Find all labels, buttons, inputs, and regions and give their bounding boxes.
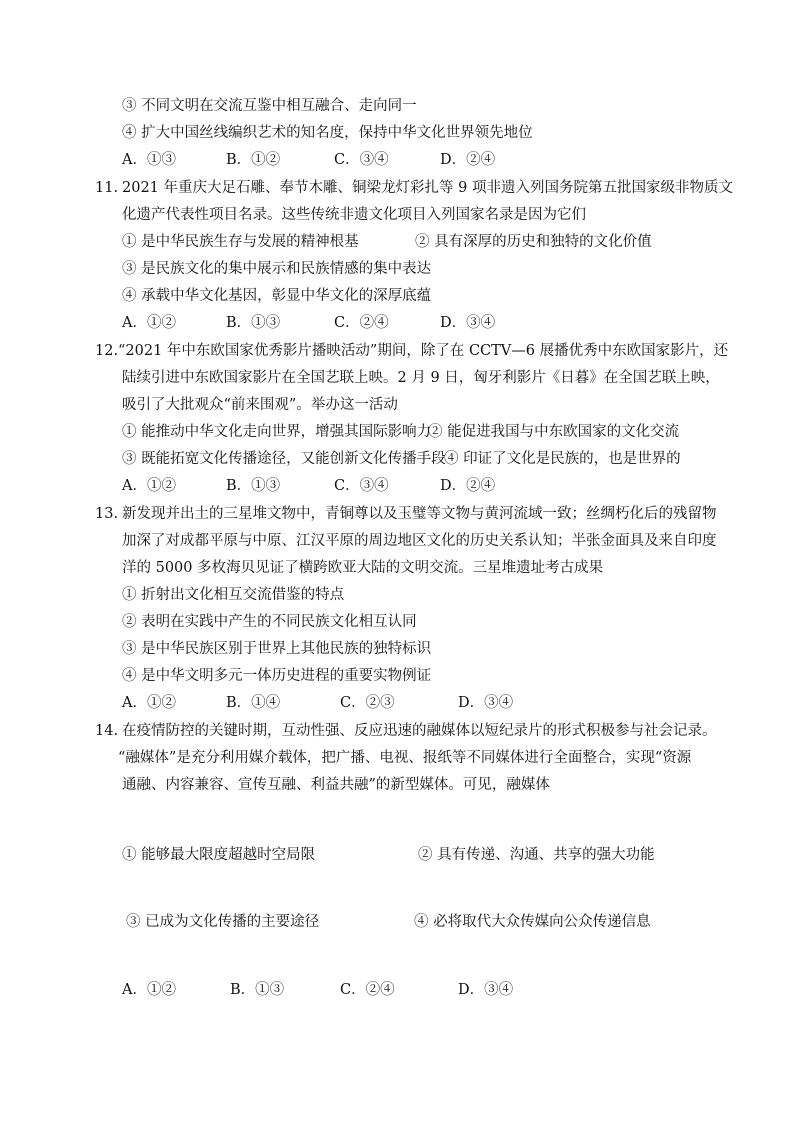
q10-choice-c: C．③④ xyxy=(334,152,389,168)
q13-stem-line-2: 加深了对成都平原与中原、江汉平原的周边地区文化的历史关系认知；半张金面具及来自印度 xyxy=(122,533,717,549)
q10-choice-b: B．①② xyxy=(226,152,281,168)
q13-statement-2: ② 表明在实践中产生的不同民族文化相互认同 xyxy=(122,614,417,630)
q13-stem-line-3: 洋的 5000 多枚海贝见证了横跨欧亚大陆的文明交流。三星堆遗址考古成果 xyxy=(122,560,604,576)
q14-number: 14. xyxy=(95,723,119,739)
q10-choice-d: D．②④ xyxy=(440,152,496,168)
q12-choice-b: B．①③ xyxy=(226,478,281,494)
q14-statement-2: ② 具有传递、沟通、共享的强大功能 xyxy=(418,847,655,863)
q12-stem-line-2: 陆续引进中东欧国家影片在全国艺联上映。2 月 9 日，匈牙利影片《日暮》在全国艺联上映， xyxy=(122,370,720,386)
q14-stem-line-3: 通融、内容兼容、宣传互融、利益共融”的新型媒体。可见，融媒体 xyxy=(122,777,550,793)
q13-choice-b: B．①④ xyxy=(226,695,281,711)
q12-choice-d: D．②④ xyxy=(440,478,496,494)
q13-choice-d: D．③④ xyxy=(458,695,514,711)
q11-statement-1: ① 是中华民族生存与发展的精神根基 xyxy=(122,234,359,250)
q13-statement-1: ① 折射出文化相互交流借鉴的特点 xyxy=(122,587,345,603)
q12-stem-line-3: 吸引了大批观众“前来围观”。举办这一活动 xyxy=(122,397,398,413)
q14-statement-4: ④ 必将取代大众传媒向公众传递信息 xyxy=(414,914,651,930)
q14-choice-c: C．②④ xyxy=(340,982,395,998)
q12-choice-c: C．③④ xyxy=(334,478,389,494)
q14-choice-a: A．①② xyxy=(122,982,176,998)
q14-choice-d: D．③④ xyxy=(458,982,514,998)
q12-statement-2: ② 能促进我国与中东欧国家的文化交流 xyxy=(428,424,680,440)
q13-statement-3: ③ 是中华民族区别于世界上其他民族的独特标识 xyxy=(122,641,432,657)
q13-choice-a: A．①② xyxy=(122,695,176,711)
q11-choice-b: B．①③ xyxy=(226,315,281,331)
q11-statement-3: ③ 是民族文化的集中展示和民族情感的集中表达 xyxy=(122,261,432,277)
q13-statement-4: ④ 是中华文明多元一体历史进程的重要实物例证 xyxy=(122,668,432,684)
q11-stem-line-1: 2021 年重庆大足石雕、奉节木雕、铜梁龙灯彩扎等 9 项非遗入列国务院第五批国家级非物质文 xyxy=(122,180,733,196)
q12-statement-1: ① 能推动中华文化走向世界，增强其国际影响力 xyxy=(122,424,432,440)
q12-statement-3: ③ 既能拓宽文化传播途径，又能创新文化传播手段 xyxy=(122,451,446,467)
q14-choice-b: B．①③ xyxy=(230,982,285,998)
q14-stem-line-2: “融媒体”是充分利用媒介载体，把广播、电视、报纸等不同媒体进行全面整合，实现“资源 xyxy=(118,750,692,766)
q11-choice-a: A．①② xyxy=(122,315,176,331)
q12-choice-a: A．①② xyxy=(122,478,176,494)
q13-number: 13. xyxy=(95,506,119,522)
q10-statement-4: ④ 扩大中国丝线编织艺术的知名度，保持中华文化世界领先地位 xyxy=(122,125,533,141)
q11-statement-2: ② 具有深厚的历史和独特的文化价值 xyxy=(415,234,652,250)
q13-stem-line-1: 新发现并出土的三星堆文物中，青铜尊以及玉璧等文物与黄河流域一致；丝绸朽化后的残留物 xyxy=(122,506,717,522)
q10-statement-3: ③ 不同文明在交流互鉴中相互融合、走向同一 xyxy=(122,98,417,114)
q11-choice-c: C．②④ xyxy=(334,315,389,331)
q12-statement-4: ④ 印证了文化是民族的，也是世界的 xyxy=(444,451,681,467)
q10-choice-a: A．①③ xyxy=(122,152,176,168)
q13-choice-c: C．②③ xyxy=(340,695,395,711)
q11-number: 11. xyxy=(95,180,119,196)
q14-stem-line-1: 在疫情防控的关键时期，互动性强、反应迅速的融媒体以短纪录片的形式积极参与社会记录。 xyxy=(122,723,717,739)
q14-statement-3: ③ 已成为文化传播的主要途径 xyxy=(126,914,320,930)
q11-choice-d: D．③④ xyxy=(440,315,496,331)
q11-statement-4: ④ 承载中华文化基因，彰显中华文化的深厚底蕴 xyxy=(122,288,432,304)
q12-number: 12. xyxy=(95,343,119,359)
q12-stem-line-1: “2021 年中东欧国家优秀影片播映活动”期间，除了在 CCTV—6 展播优秀中东欧国家影片，还 xyxy=(118,343,729,359)
q11-stem-line-2: 化遗产代表性项目名录。这些传统非遗文化项目入列国家名录是因为它们 xyxy=(122,207,586,223)
q14-statement-1: ① 能够最大限度超越时空局限 xyxy=(122,847,316,863)
